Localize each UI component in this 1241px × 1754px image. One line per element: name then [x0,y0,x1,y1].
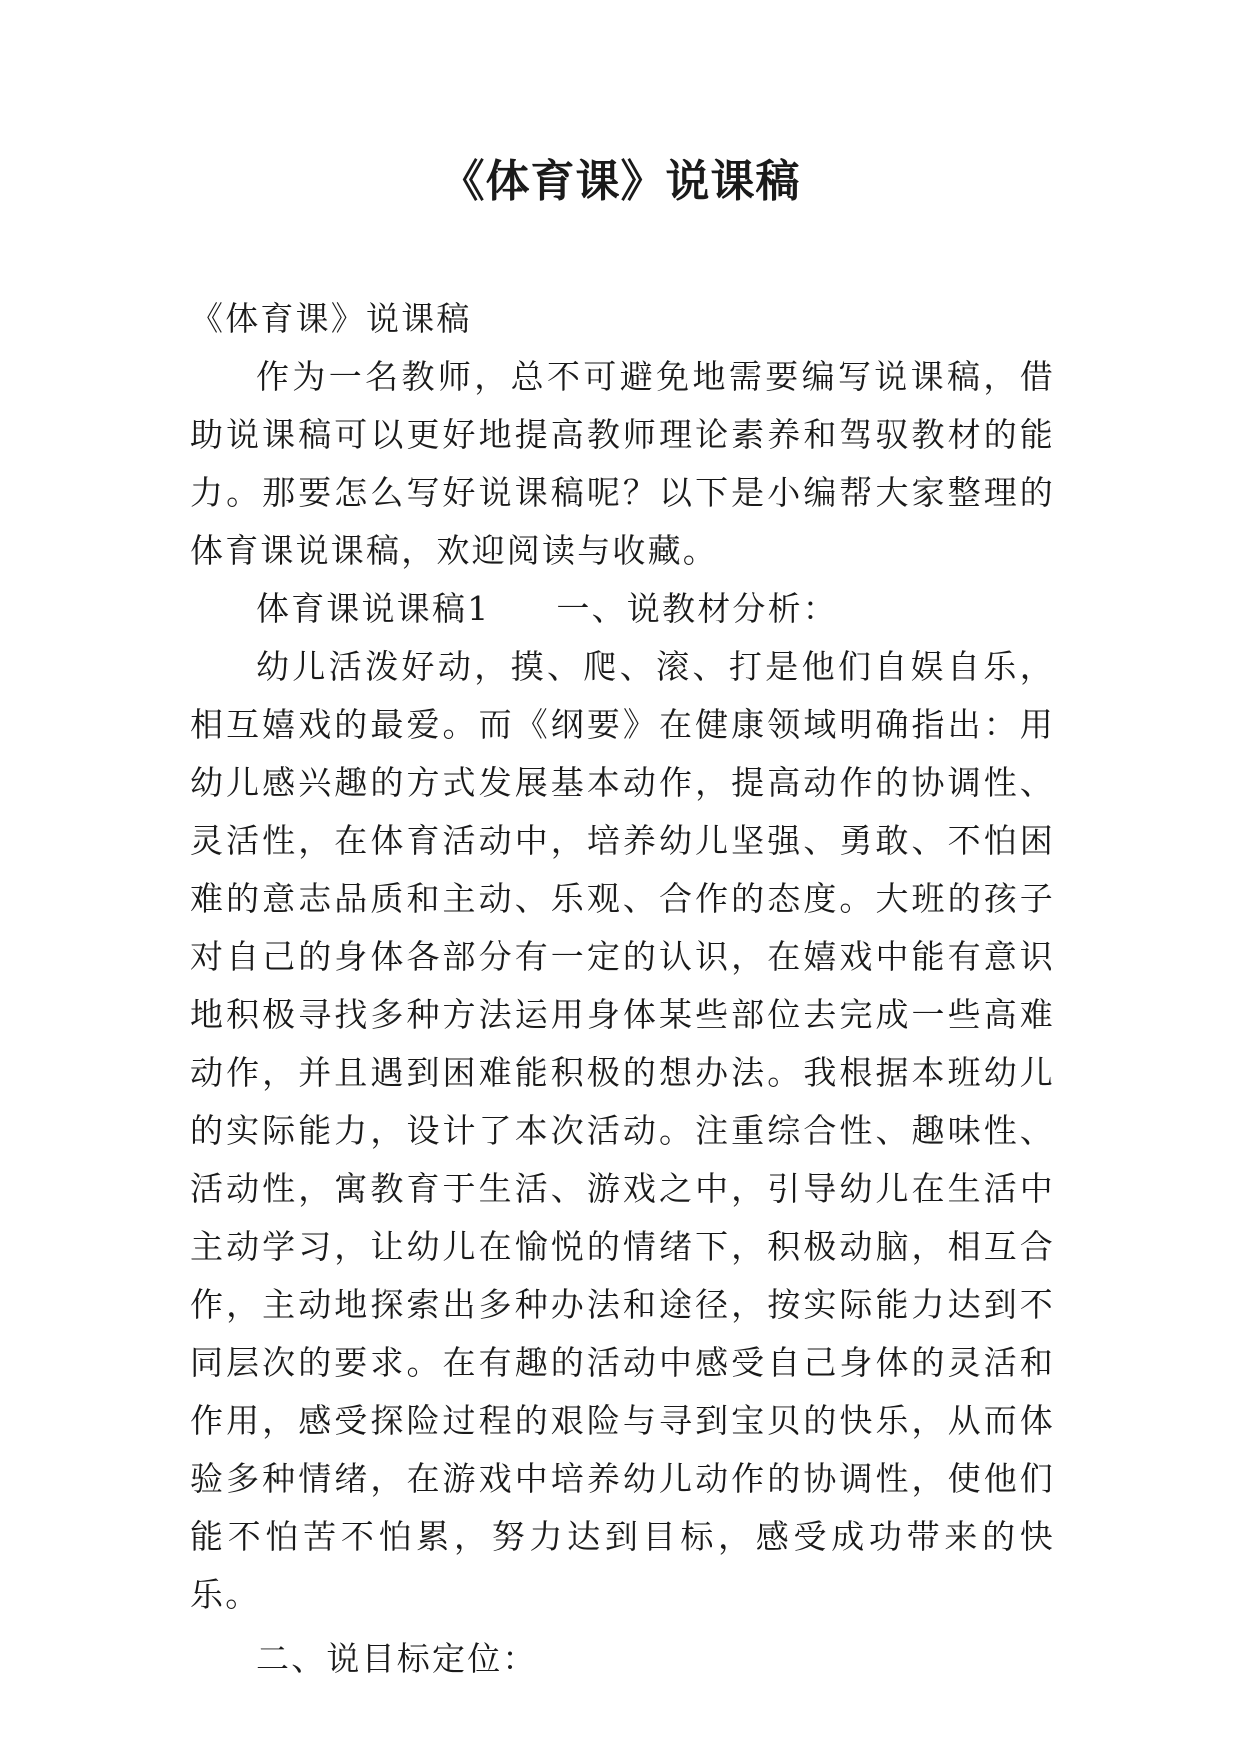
section-heading-line [190,580,1055,638]
document-body [190,290,1055,1688]
document-title: 《体育课》说课稿 [440,156,801,207]
subtitle-paragraph: 《体育课》说课稿 [190,299,472,338]
section-one-heading: 一、说教材分析： [556,589,839,628]
section-two-heading: 二、说目标定位： [256,1639,538,1678]
lesson-number-label: 体育课说课稿1 [256,589,491,628]
analysis-paragraph: 幼儿活泼好动，摸、爬、滚、打是他们自娱自乐，相互嬉戏的最爱。而《纲要》在健康领域明确指出：用幼儿感兴趣的方式发展基本动作，提高动作的协调性、灵活性，在体育活动中，培养幼儿坚强、勇敢、不怕困难的意志品质和主动、乐观、合作的态度。大班的孩子对自己的身体各部分有一定的认识，在嬉戏中能有意识地积极寻找多种方法运用身体某些部位去完成一些高难动作，并且遇到困难能积极的想办法。我根据本班幼儿的实际能力，设计了本次活动。注重综合性、趣味性、活动性，寓教育于生活、游戏之中，引导幼儿在生活中主动学习，让幼儿在愉悦的情绪下，积极动脑，相互合作，主动地探索出多种办法和途径，按实际能力达到不同层次的要求。在有趣的活动中感受自己身体的灵活和作用，感受探险过程的艰险与寻到宝贝的快乐，从而体验多种情绪，在游戏中培养幼儿动作的协调性，使他们能不怕苦不怕累，努力达到目标，感受成功带来的快乐。 [190,647,1055,1614]
intro-paragraph: 作为一名教师，总不可避免地需要编写说课稿，借助说课稿可以更好地提高教师理论素养和驾驭教材的能力。那要怎么写好说课稿呢？以下是小编帮大家整理的体育课说课稿，欢迎阅读与收藏。 [190,357,1055,570]
